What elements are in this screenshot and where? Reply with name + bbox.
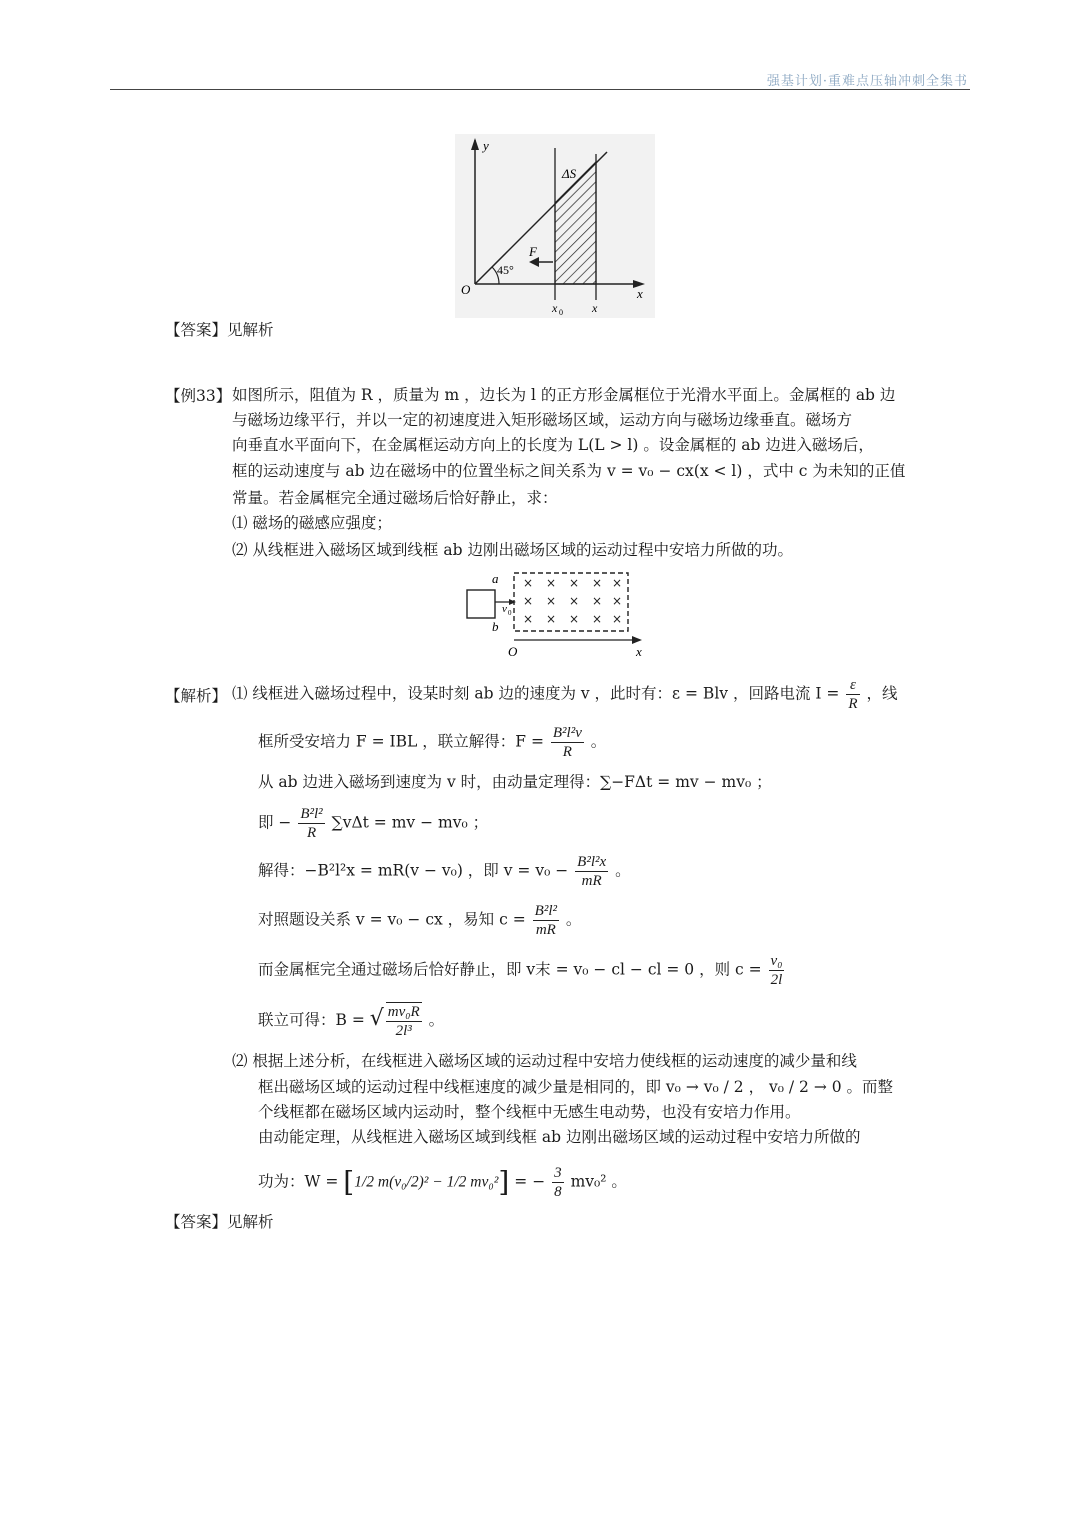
svg-text:×: ×: [569, 576, 580, 590]
example-line-3: 向垂直水平面向下，在金属框运动方向上的长度为 L(L > l) 。设金属框的 ab 边进入磁场后，: [232, 436, 874, 454]
label-y: y: [483, 138, 489, 153]
frac-b-root: $\frac{\text{mv₀R}}{\text{2l³}}$: [387, 1004, 420, 1039]
header-rule: [110, 89, 970, 90]
frac-v0-over-2l: $\frac{\text{v₀}}{2l}$: [770, 953, 783, 988]
frac-force: $\frac{\text{B²l²v}}{R}$: [552, 725, 582, 760]
example-line-1: 如图所示，阻值为 R ，质量为 m ，边长为 l 的正方形金属框位于光滑水平面上。金属框的 ab 边: [232, 386, 896, 404]
svg-text:×: ×: [546, 576, 557, 590]
svg-text:×: ×: [523, 594, 534, 608]
solution-part2-line-2: 框出磁场区域的运动过程中线框速度的减少量是相同的，即 v₀ → v₀ / 2 ， v₀ / 2 → 0 。而整: [258, 1078, 894, 1096]
svg-text:×: ×: [523, 612, 534, 626]
v0-arrow-head: [509, 599, 516, 605]
svg-text:×: ×: [546, 594, 557, 608]
example-line-5: 常量。若金属框完全通过磁场后恰好静止，求：: [232, 489, 558, 507]
solution-line-1: ⑴ 线框进入磁场过程中，设某时刻 ab 边的速度为 v ，此时有：ε = Blv ，回路电流 I = $\frac{\varepsilon}{R}$ ，线: [232, 677, 898, 712]
svg-text:×: ×: [546, 612, 557, 626]
label-v0: v: [502, 603, 507, 615]
solution-part2-line-1: ⑵ 根据上述分析，在线框进入磁场区域的运动过程中安培力使线框的运动速度的减少量和线: [232, 1052, 857, 1070]
y-axis-arrow: [471, 138, 479, 150]
square-frame: [467, 590, 495, 618]
frac-b2l2-over-r: $\frac{\text{B²l²}}{R}$: [300, 806, 323, 841]
label-x-2: x: [636, 644, 642, 659]
label-x0: x: [552, 301, 558, 315]
frac-three-eighths: $\frac{3}{8}$: [554, 1165, 562, 1200]
label-x0-sub: 0: [559, 308, 563, 317]
solution-tag: 【解析】: [165, 687, 228, 705]
solution-line-5: 解得：−B²l²x = mR(v − v₀) ，即 v = v₀ − $\frac{\text{B²l²x}}{mR}$ 。: [258, 854, 631, 889]
solution-part2-line-5: 功为：W = [1/2 m(v₀/2)² − 1/2 mv₀²] = − $\frac{3}{8}$ mv₀² 。: [258, 1165, 627, 1200]
label-delta-s: ΔS: [562, 166, 577, 181]
svg-text:×: ×: [612, 612, 623, 626]
solution-part2-line-4: 由动能定理，从线框进入磁场区域到线框 ab 边刚出磁场区域的运动过程中安培力所做的: [258, 1128, 861, 1146]
example-tag: 【例33】: [165, 387, 232, 405]
solution-line-4: 即 − $\frac{\text{B²l²}}{R}$ ∑vΔt = mv − mv₀ ；: [258, 806, 489, 841]
label-origin: O: [461, 282, 471, 297]
example-line-4: 框的运动速度与 ab 边在磁场中的位置坐标之间关系为 v = v₀ − cx(x < l) ，式中 c 为未知的正值: [232, 462, 906, 480]
label-o: O: [508, 644, 518, 659]
figure-1-graph: [455, 134, 655, 318]
question-1: ⑴ 磁场的磁感应强度；: [232, 514, 392, 532]
label-f: F: [529, 244, 537, 259]
label-x: x: [592, 301, 598, 315]
figure-1-svg: [455, 134, 655, 318]
solution-line-3: 从 ab 边进入磁场到速度为 v 时，由动量定理得：∑−FΔt = mv − mv₀ ；: [258, 773, 772, 791]
svg-text:×: ×: [592, 594, 603, 608]
figure-2-svg: [460, 570, 650, 660]
svg-text:×: ×: [569, 594, 580, 608]
solution-line-6: 对照题设关系 v = v₀ − cx ，易知 c = $\frac{\text{B²l²}}{mR}$ 。: [258, 903, 582, 938]
svg-text:×: ×: [523, 576, 534, 590]
label-b: b: [492, 619, 499, 634]
x-axis-2-arrow: [632, 636, 642, 644]
frac-c: $\frac{\text{B²l²}}{mR}$: [534, 903, 557, 938]
label-v0-sub: 0: [508, 609, 512, 617]
figure-2-field: [460, 570, 650, 660]
answer-2: 【答案】见解析: [165, 1213, 274, 1231]
question-2: ⑵ 从线框进入磁场区域到线框 ab 边刚出磁场区域的运动过程中安培力所做的功。: [232, 541, 793, 559]
solution-line-8: 联立可得：B = √ $\frac{\text{mv₀R}}{\text{2l³}}$ 。: [258, 1004, 445, 1039]
svg-text:×: ×: [612, 594, 623, 608]
svg-text:×: ×: [612, 576, 623, 590]
frac-b2l2x-over-mr: $\frac{\text{B²l²x}}{mR}$: [577, 854, 607, 889]
label-angle: 45°: [497, 263, 514, 277]
header-title: 强基计划·重难点压轴冲刺全集书: [766, 74, 968, 89]
answer-1: 【答案】见解析: [165, 321, 274, 339]
example-line-2: 与磁场边缘平行，并以一定的初速度进入矩形磁场区域，运动方向与磁场边缘垂直。磁场方: [232, 411, 853, 429]
frac-emf-over-r: $\frac{\varepsilon}{R}$: [848, 677, 858, 712]
solution-part2-line-3: 个线框都在磁场区域内运动时，整个线框中无感生电动势，也没有安培力作用。: [258, 1103, 801, 1121]
solution-line-2: 框所受安培力 F = IBL ，联立解得：F = $\frac{\text{B²l²v}}{R}$ 。: [258, 725, 607, 760]
svg-text:×: ×: [592, 576, 603, 590]
svg-text:×: ×: [592, 612, 603, 626]
solution-line-7: 而金属框完全通过磁场后恰好静止，即 v末 = v₀ − cl − cl = 0 ，则 c = $\frac{\text{v₀}}{2l}$: [258, 953, 783, 988]
svg-text:×: ×: [569, 612, 580, 626]
label-a: a: [492, 571, 499, 586]
label-x-axis: x: [637, 286, 643, 301]
